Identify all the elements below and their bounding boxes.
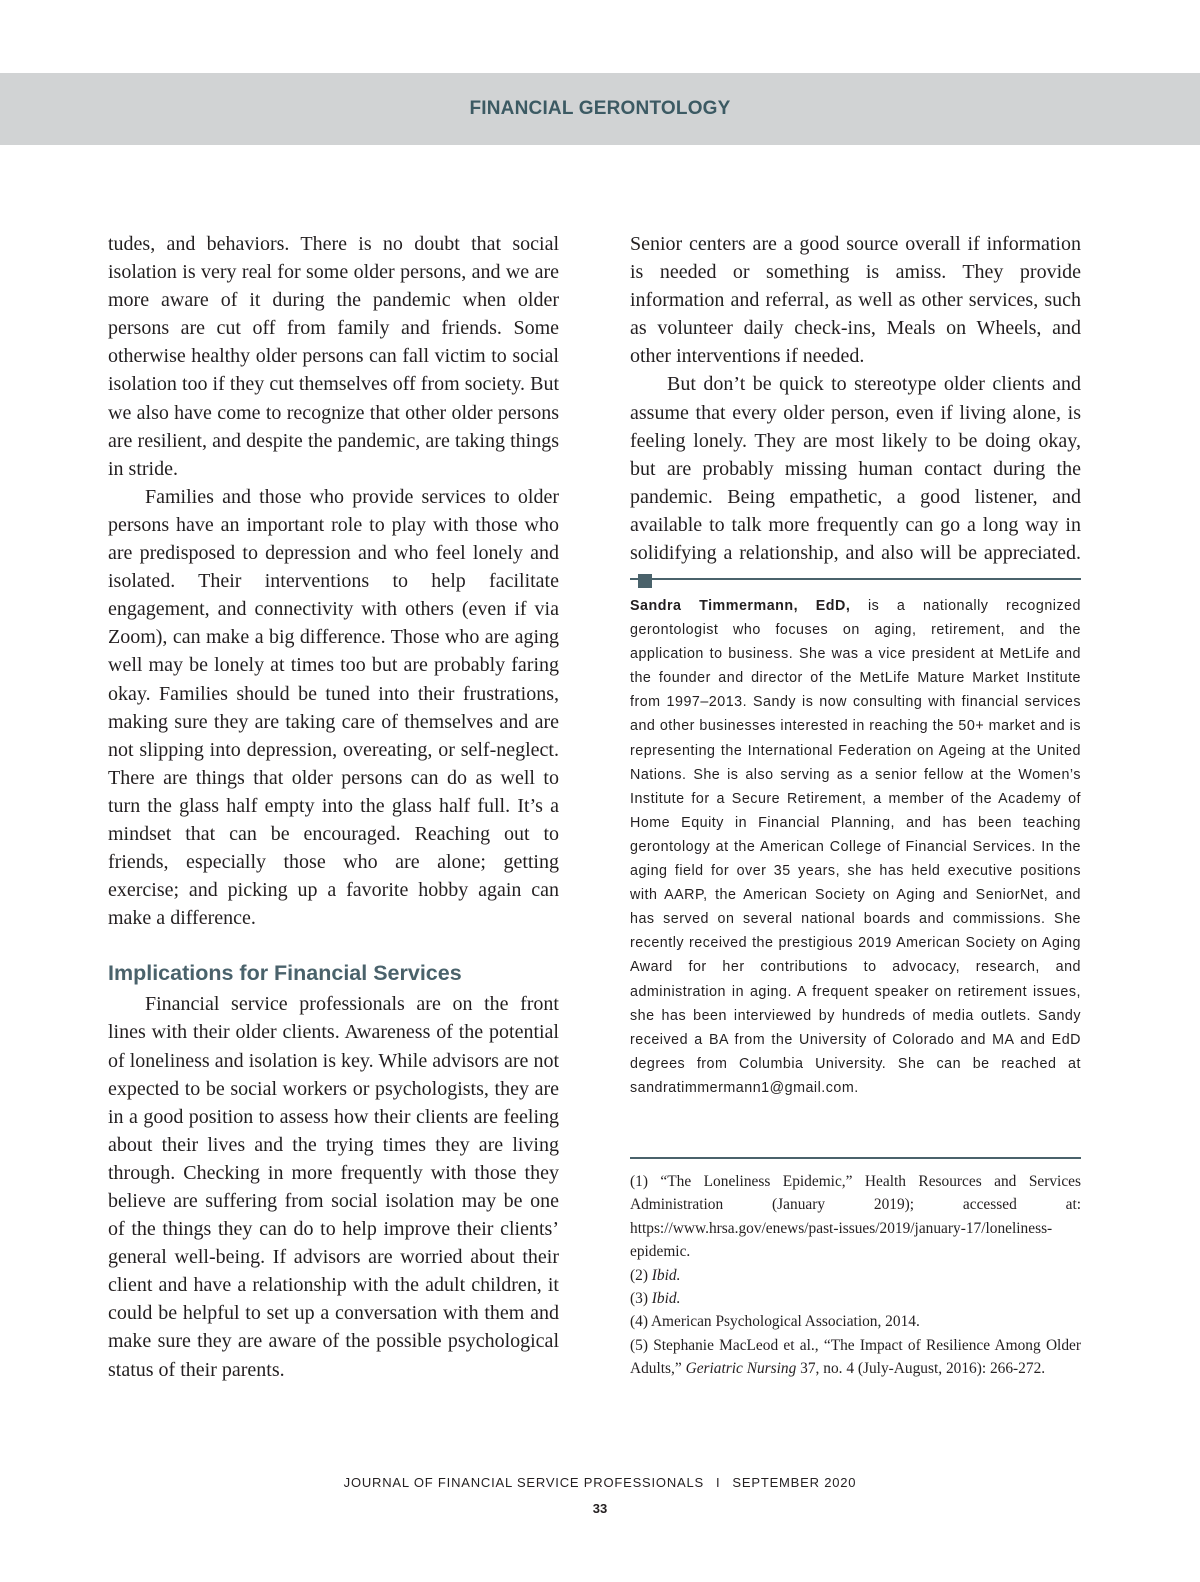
endnote-italic: Geriatric Nursing bbox=[685, 1360, 797, 1378]
author-name: Sandra Timmermann, EdD, bbox=[630, 598, 851, 614]
paragraph: Financial service professionals are on the front lines with their older clients. Awareness of the potential of loneliness and isolation is key. While advisors are not expected to be social workers or psychologists, they are in a good position to assess how their clients are feeling about their lives and the trying times they are living through. Checking in more frequently with those they believe are suffering from social isolation may be one of the things they can do to help improve their clients’ general well-being. If advisors are worried about their client and have a relationship with the adult children, it could be helpful to set up a conversation with them and make sure they are aware of the possible psychological status of their parents. bbox=[108, 993, 559, 1381]
page-number: 33 bbox=[592, 1501, 608, 1516]
author-bio bbox=[630, 594, 1081, 1100]
endnote-text: 37, no. 4 (July-August, 2016): 266-272. bbox=[796, 1360, 1046, 1378]
bio-divider bbox=[630, 578, 1081, 580]
endnote-italic: Ibid. bbox=[651, 1266, 681, 1284]
endnote bbox=[630, 1334, 1081, 1381]
left-column bbox=[108, 230, 559, 1384]
endnote: (4) American Psychological Association, 2014. bbox=[630, 1313, 920, 1331]
author-bio-text: is a nationally recognized gerontologist who focuses on aging, retirement, and the application to business. She was a vice president at MetLife and the founder and director of the MetLife Mature Market Institute from 1997–2013. Sandy is now consulting with financial services and other businesses interested in reaching the 50+ market and is representing the International Federation on Ageing at the United Nations. She is also serving as a senior fellow at the Women’s Institute for a Secure Retirement, a member of the Academy of Home Equity in Financial Planning, and has been teaching gerontology at the American College of Financial Services. In the aging field for over 35 years, she has held executive positions with AARP, the American Society on Aging and SeniorNet, and has served on several national boards and commissions. She recently received the prestigious 2019 American Society on Aging Award for her contributions to advocacy, research, and administration in aging. A frequent speaker on retirement issues, she has been interviewed by hundreds of media outlets. Sandy received a BA from the University of Colorado and MA and EdD degrees from Columbia University. She can be reached at sandratimmermann1@gmail.com. bbox=[630, 598, 1082, 1096]
endnote: (1) “The Loneliness Epidemic,” Health Resources and Services Administration (January 2019); accessed at: https://www.hrsa.gov/enews/past-issues/2019/january-17/loneliness-epidemic. bbox=[630, 1173, 1081, 1261]
paragraph: Families and those who provide services to older persons have an important role to play with those who are predisposed to depression and who feel lonely and isolated. Their interventions to help facilitate engagement, and connectivity with others (even if via Zoom), can make a big difference. Those who are aging well may be lonely at times too but are probably faring okay. Families should be tuned into their frustrations, making sure they are taking care of themselves and are not slipping into depression, overeating, or self-neglect. There are things that older persons can do as well to turn the glass half empty into the glass half full. It’s a mindset that can be encouraged. Reaching out to friends, especially those who are alone; getting exercise; and picking up a favorite hobby again can make a difference. bbox=[108, 485, 559, 930]
right-column bbox=[630, 230, 1081, 595]
paragraph-text: But don’t be quick to stereotype older clients and assume that every older person, even if living alone, is feeling lonely. They are most likely to be doing okay, but are probably missing human contact during the pandemic. Being empathetic, a good listener, and available to talk more frequently can go a long way in solidifying a relationship, and also will be appreciated. bbox=[630, 373, 1081, 565]
endnotes bbox=[630, 1170, 1081, 1381]
endnote-italic: Ibid. bbox=[651, 1290, 681, 1308]
section-title: FINANCIAL GERONTOLOGY bbox=[469, 98, 731, 119]
endnote-number: (3) bbox=[630, 1290, 652, 1308]
notes-divider bbox=[630, 1157, 1081, 1159]
endnote bbox=[630, 1287, 1081, 1310]
footer bbox=[0, 1475, 1200, 1490]
section-heading: Implications for Financial Services bbox=[108, 961, 462, 986]
footer-separator: I bbox=[716, 1475, 721, 1490]
paragraph: Senior centers are a good source overall if information is needed or something is amiss. They provide information and referral, as well as other services, such as volunteer daily check-ins, Meals on Wheels, and other interventions if needed. bbox=[630, 233, 1081, 368]
paragraph-final bbox=[630, 370, 1081, 595]
endnote bbox=[630, 1264, 1081, 1287]
end-of-article-square-icon bbox=[638, 574, 652, 588]
endnote-text: (5) Stephanie MacLeod et al., “The Impact of Resilience Among Older Adults,” bbox=[630, 1336, 1081, 1378]
endnote-number: (2) bbox=[630, 1266, 652, 1284]
issue-date: SEPTEMBER 2020 bbox=[732, 1475, 857, 1490]
journal-name: JOURNAL OF FINANCIAL SERVICE PROFESSIONALS bbox=[343, 1475, 704, 1490]
paragraph: tudes, and behaviors. There is no doubt that social isolation is very real for some older persons, and we are more aware of it during the pandemic when older persons are cut off from family and friends. Some otherwise healthy older persons can fall victim to social isolation too if they cut themselves off from society. But we also have come to recognize that other older persons are resilient, and despite the pandemic, are taking things in stride. bbox=[108, 233, 559, 480]
